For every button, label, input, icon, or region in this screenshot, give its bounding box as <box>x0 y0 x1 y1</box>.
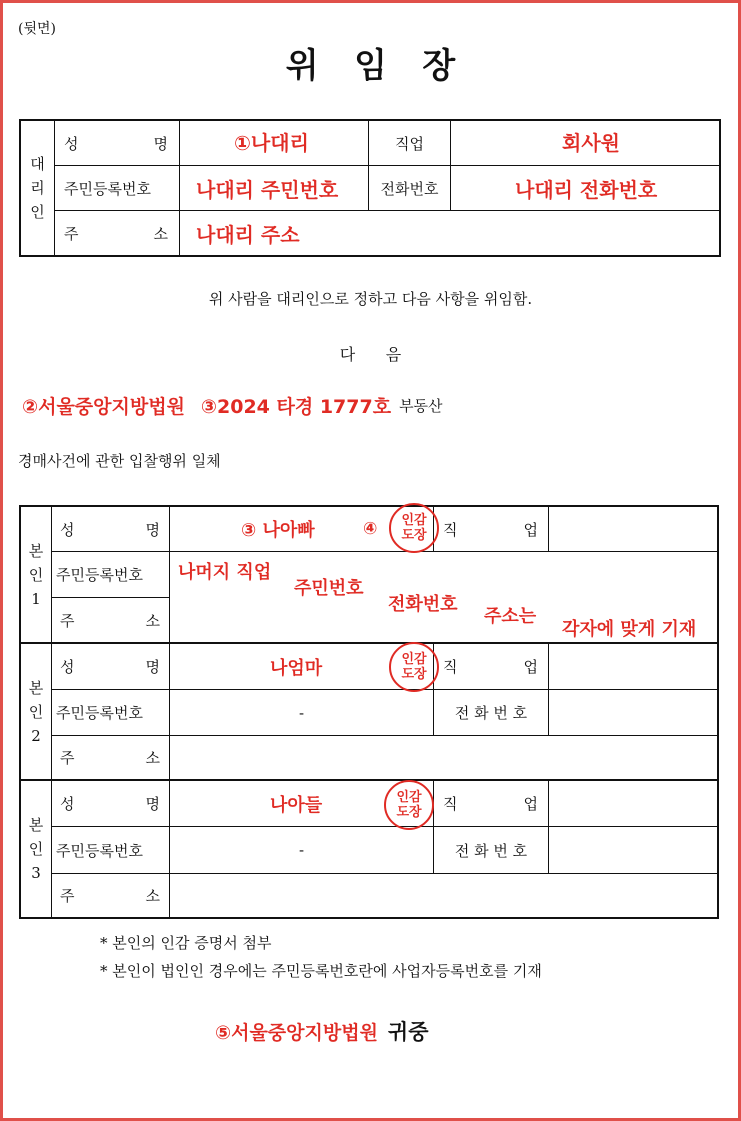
delegation-statement: 위 사람을 대리인으로 정하고 다음 사항을 위임함. <box>208 290 533 308</box>
annotation-fill-each: 각자에 맞게 기재 <box>562 619 697 640</box>
annotation-phone: 전화번호 <box>388 594 458 615</box>
agent-id-value: 나대리 주민번호 <box>196 177 339 202</box>
agent-address-label: 주 소 <box>64 224 168 243</box>
agent-phone-value: 나대리 전화번호 <box>515 177 658 202</box>
agent-id-label: 주민등록번호 <box>64 179 151 198</box>
footer-court: ⑤서울중앙지방법원 <box>215 1021 378 1044</box>
principal3-name-label: 성 명 <box>60 795 160 813</box>
principal3-job-label: 직 업 <box>443 795 538 813</box>
next-heading: 다 음 <box>339 345 402 364</box>
principal3-id-value: - <box>298 841 305 859</box>
note-seal-certificate: * 본인의 인감 증명서 첨부 <box>100 934 272 952</box>
principal1-group-label: 본 인 1 <box>28 541 44 608</box>
annotation-address: 주소는 <box>484 606 537 627</box>
agent-group-label: 대 리 인 <box>30 155 45 221</box>
principal3-name-value: 나아들 <box>270 794 323 816</box>
principal3-group-label: 본 인 3 <box>28 816 44 882</box>
page-title: 위 임 장 <box>285 46 456 86</box>
principal2-name-value: 나엄마 <box>270 657 323 679</box>
principal3-seal-stamp: 인감 도장 <box>384 780 434 830</box>
footer-addressee <box>215 1016 429 1046</box>
agent-phone-label: 전화번호 <box>380 179 439 198</box>
side-label: (뒷면) <box>18 21 56 37</box>
case-suffix: 부동산 <box>399 396 443 415</box>
agent-job-value: 회사원 <box>562 130 620 155</box>
principal3-id-label: 주민등록번호 <box>56 841 143 860</box>
agent-address-value: 나대리 주소 <box>196 222 300 247</box>
principal1-seal-stamp: 인감 도장 <box>389 503 439 553</box>
principal1-stamp-marker: ④ <box>363 519 378 539</box>
principal2-phone-label: 전 화 번 호 <box>454 704 528 722</box>
agent-name-value: ①나대리 <box>234 130 309 155</box>
principal1-id-label: 주민등록번호 <box>56 566 143 584</box>
principal1-address-label: 주 소 <box>60 611 160 630</box>
case-number: ③2024 타경 1777호 <box>200 395 392 418</box>
principal3-address-label: 주 소 <box>60 887 160 905</box>
principal2-id-label: 주민등록번호 <box>56 704 143 722</box>
annotation-id: 주민번호 <box>294 578 364 599</box>
principal2-seal-stamp: 인감 도장 <box>389 642 439 692</box>
court-name: ②서울중앙지방법원 <box>22 395 185 418</box>
principal1-name-label: 성 명 <box>60 520 160 539</box>
principal2-address-label: 주 소 <box>60 749 160 767</box>
annotation-job: 나머지 직업 <box>178 562 272 583</box>
principal1-name-value: ③ 나아빠 <box>241 520 315 541</box>
principal3-phone-label: 전 화 번 호 <box>454 841 528 860</box>
agent-name-label: 성 명 <box>64 134 168 153</box>
principal1-job-label: 직 업 <box>443 520 538 539</box>
case-line <box>22 392 443 418</box>
principal2-name-label: 성 명 <box>60 658 160 676</box>
footer-suffix: 귀중 <box>387 1019 429 1044</box>
principal2-group-label: 본 인 2 <box>28 678 44 745</box>
principal2-job-label: 직 업 <box>443 658 538 676</box>
case-description: 경매사건에 관한 입찰행위 일체 <box>18 452 221 470</box>
note-corporate: * 본인이 법인인 경우에는 주민등록번호란에 사업자등록번호를 기재 <box>100 962 542 980</box>
agent-job-label: 직업 <box>395 134 424 153</box>
principal2-id-value: - <box>298 703 305 722</box>
